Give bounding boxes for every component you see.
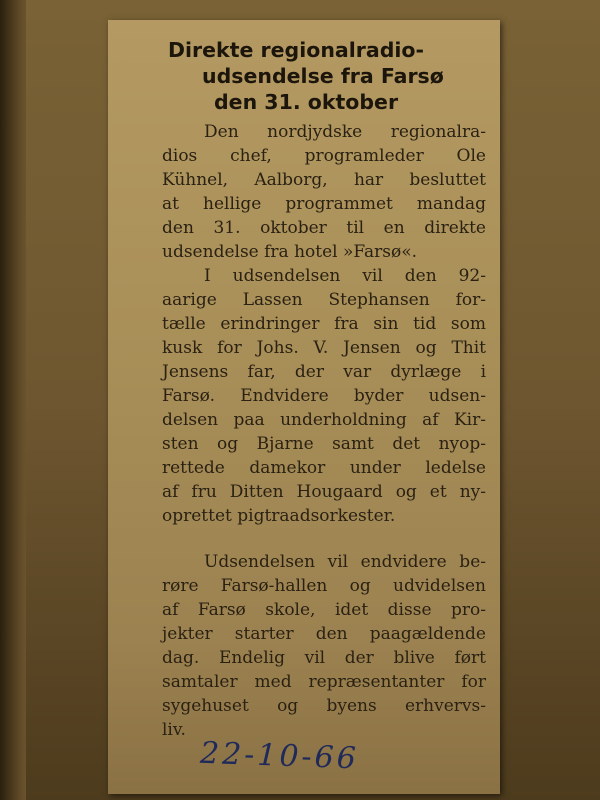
body-line: røre Farsø-hallen og udvidelsen	[162, 576, 486, 596]
headline	[168, 37, 488, 115]
headline-line: Direkte regionalradio-	[168, 38, 425, 62]
handwritten-date: 22-10-66	[199, 735, 360, 777]
body-line: sten og Bjarne samt det nyop-	[162, 434, 486, 454]
clipping-content	[108, 20, 500, 794]
headline-line: udsendelse fra Farsø	[202, 64, 444, 88]
body-line: samtaler med repræsentanter for	[162, 672, 486, 692]
body-line: Kühnel, Aalborg, har besluttet	[162, 170, 486, 190]
body-line: delsen paa underholdning af Kir-	[162, 410, 486, 430]
body-line: jekter starter den paagældende	[162, 624, 486, 644]
body-line: den 31. oktober til en direkte	[162, 218, 486, 238]
body-line: udsendelse fra hotel »Farsø«.	[162, 242, 418, 262]
body-line: tælle erindringer fra sin tid som	[162, 314, 486, 334]
body-line: oprettet pigtraadsorkester.	[162, 506, 396, 526]
body-line: kusk for Johs. V. Jensen og Thit	[162, 338, 486, 358]
body-line: liv.	[162, 720, 186, 740]
body-line: Udsendelsen vil endvidere be-	[204, 552, 486, 572]
headline-line: den 31. oktober	[214, 90, 399, 114]
body-line: at hellige programmet mandag	[162, 194, 486, 214]
body-line: Den nordjydske regionalra-	[204, 122, 486, 142]
body-line: rettede damekor under ledelse	[162, 458, 486, 478]
body-line: af fru Ditten Hougaard og et ny-	[162, 482, 486, 502]
body-line: Farsø. Endvidere byder udsen-	[162, 386, 486, 406]
body-line: sygehuset og byens erhvervs-	[162, 696, 486, 716]
body-line: Jensens far, der var dyrlæge i	[162, 362, 486, 382]
body-line: aarige Lassen Stephansen for-	[162, 290, 486, 310]
body-line: dag. Endelig vil der blive ført	[162, 648, 486, 668]
body-line: af Farsø skole, idet disse pro-	[162, 600, 486, 620]
body-line: dios chef, programleder Ole	[162, 146, 486, 166]
album-page-edge	[0, 0, 26, 800]
body-line: I udsendelsen vil den 92-	[204, 266, 486, 286]
newspaper-clipping	[108, 20, 500, 794]
